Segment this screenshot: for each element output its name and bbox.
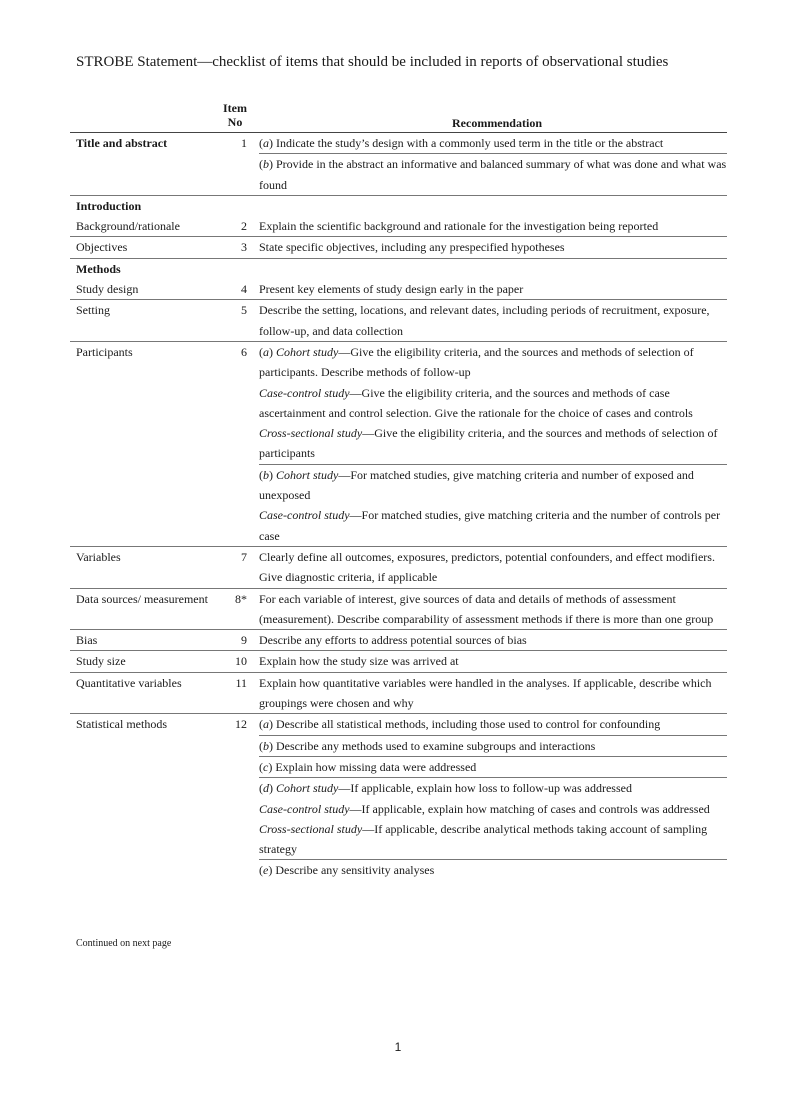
- recommendation-subitem: [259, 860, 727, 880]
- recommendation-cell: [255, 714, 727, 880]
- item-number-cell: 9: [241, 633, 247, 648]
- recommendation-text: Cross-sectional study—Give the eligibility criteria, and the sources and methods of selection of participants: [259, 426, 718, 461]
- header-no-label: No: [227, 115, 243, 129]
- recommendation-cell: [255, 133, 727, 195]
- recommendation-cell: [255, 342, 727, 546]
- column-header-recommendation: Recommendation: [452, 116, 542, 130]
- recommendation-text: (d) Cohort study—If applicable, explain how loss to follow-up was addressed: [259, 781, 632, 796]
- topic-cell: Study design: [76, 282, 139, 297]
- table-row: [70, 279, 727, 300]
- recommendation-text: (a) Describe all statistical methods, including those used to control for confounding: [259, 717, 661, 732]
- table-row: [70, 589, 727, 631]
- item-number-cell: 10: [235, 654, 247, 669]
- recommendation-text: Cross-sectional study—If applicable, describe analytical methods taking account of sampling strategy: [259, 821, 708, 857]
- recommendation-cell: [255, 630, 727, 650]
- section-label: Introduction: [76, 198, 142, 213]
- item-number-cell: 8*: [235, 591, 247, 606]
- recommendation-cell: [255, 300, 727, 341]
- item-number-cell: 2: [241, 219, 247, 234]
- table-row: [70, 216, 727, 237]
- page-number: 1: [394, 1040, 402, 1054]
- item-number-cell: 3: [241, 240, 247, 255]
- recommendation-text: (a) Cohort study—Give the eligibility criteria, and the sources and methods of selection of participants. Describe methods of follow-up: [259, 344, 694, 380]
- recommendation-cell: [255, 589, 727, 630]
- table-row: [70, 651, 727, 672]
- table-row: [70, 630, 727, 651]
- table-row: [70, 673, 727, 715]
- recommendation-subitem: [259, 237, 727, 257]
- recommendation-subitem: [259, 673, 727, 714]
- recommendation-text: For each variable of interest, give sources of data and details of methods of assessment (measurement). Describe comparability of assessment methods if there is more than one group: [259, 591, 714, 626]
- recommendation-cell: [255, 547, 727, 588]
- topic-cell: Setting: [76, 303, 111, 318]
- topic-cell: Variables: [76, 549, 121, 564]
- table-row: [70, 237, 727, 258]
- recommendation-text: Explain how quantitative variables were handled in the analyses. If applicable, describe which groupings were chosen and why: [259, 675, 712, 711]
- recommendation-subitem: [259, 757, 727, 778]
- topic-cell: Bias: [76, 633, 98, 648]
- recommendation-subitem: [259, 714, 727, 735]
- header-item-label: Item: [223, 101, 247, 115]
- item-number-cell: 11: [235, 675, 247, 690]
- recommendation-subitem: [259, 133, 727, 154]
- recommendation-subitem: [259, 154, 727, 195]
- recommendation-text: Present key elements of study design early in the paper: [259, 282, 524, 297]
- recommendation-cell: [255, 237, 727, 257]
- item-number-cell: 4: [241, 282, 247, 297]
- table-row: [70, 133, 727, 196]
- item-number-cell: [210, 259, 255, 279]
- recommendation-text: (a) Indicate the study’s design with a commonly used term in the title or the abstract: [259, 136, 664, 150]
- recommendation-subitem: [259, 778, 727, 860]
- topic-cell: Background/rationale: [76, 219, 180, 234]
- table-row: [70, 342, 727, 547]
- recommendation-text: Case-control study—For matched studies, give matching criteria and the number of controls per case: [259, 508, 721, 543]
- recommendation-subitem: [259, 630, 727, 650]
- item-number-cell: [210, 196, 255, 216]
- recommendation-cell: [255, 279, 727, 299]
- topic-cell: Quantitative variables: [76, 675, 182, 690]
- recommendation-text: Explain the scientific background and rationale for the investigation being reported: [259, 219, 659, 234]
- recommendation-subitem: [259, 465, 727, 546]
- item-number-cell: 1: [241, 136, 247, 150]
- recommendation-cell: [255, 651, 727, 671]
- recommendation-cell: [255, 673, 727, 714]
- recommendation-subitem: [259, 651, 727, 671]
- recommendation-subitem: [259, 589, 727, 630]
- item-number-cell: 7: [241, 549, 247, 564]
- topic-cell: Study size: [76, 654, 126, 669]
- column-header-item-no: [210, 101, 260, 129]
- recommendation-cell: [255, 259, 727, 279]
- topic-cell: Objectives: [76, 240, 128, 255]
- topic-cell: Title and abstract: [76, 136, 168, 150]
- recommendation-subitem: [259, 547, 727, 588]
- recommendation-text: Describe the setting, locations, and relevant dates, including periods of recruitment, exposure, follow-up, and data collection: [259, 303, 710, 338]
- recommendation-text: Explain how the study size was arrived at: [259, 654, 459, 669]
- recommendation-text: (b) Provide in the abstract an informative and balanced summary of what was done and what was found: [259, 157, 727, 192]
- table-row: [70, 547, 727, 589]
- table-row: [70, 300, 727, 342]
- recommendation-text: (b) Cohort study—For matched studies, give matching criteria and number of exposed and unexposed: [259, 467, 694, 503]
- recommendation-subitem: [259, 300, 727, 341]
- checklist-table: [70, 132, 727, 881]
- recommendation-text: Clearly define all outcomes, exposures, predictors, potential confounders, and effect modifiers. Give diagnostic criteria, if applicable: [259, 549, 715, 585]
- topic-cell: Data sources/ measurement: [76, 591, 208, 606]
- recommendation-text: Case-control study—Give the eligibility criteria, and the sources and methods of case ascertainment and control selection. Give the rationale for the choice of cases and controls: [259, 385, 693, 420]
- recommendation-cell: [255, 196, 727, 216]
- recommendation-text: (e) Describe any sensitivity analyses: [259, 863, 435, 878]
- recommendation-text: Describe any efforts to address potential sources of bias: [259, 633, 527, 648]
- document-title: STROBE Statement—checklist of items that should be included in reports of observational studies: [76, 54, 669, 70]
- recommendation-text: Case-control study—If applicable, explain how matching of cases and controls was addressed: [259, 801, 710, 816]
- recommendation-subitem: [259, 736, 727, 757]
- continued-note: Continued on next page: [76, 938, 172, 949]
- item-number-cell: 5: [241, 303, 247, 318]
- section-header-row: [70, 196, 727, 216]
- section-header-row: [70, 259, 727, 279]
- recommendation-subitem: [259, 279, 727, 299]
- topic-cell: Participants: [76, 344, 133, 359]
- recommendation-cell: [255, 216, 727, 236]
- recommendation-text: State specific objectives, including any prespecified hypotheses: [259, 240, 565, 255]
- recommendation-subitem: [259, 342, 727, 465]
- item-number-cell: 12: [235, 717, 247, 732]
- table-row: [70, 714, 727, 880]
- recommendation-text: (c) Explain how missing data were addressed: [259, 759, 477, 774]
- topic-cell: Statistical methods: [76, 717, 167, 732]
- recommendation-subitem: [259, 216, 727, 236]
- section-label: Methods: [76, 261, 121, 276]
- recommendation-text: (b) Describe any methods used to examine subgroups and interactions: [259, 738, 596, 753]
- item-number-cell: 6: [241, 344, 247, 359]
